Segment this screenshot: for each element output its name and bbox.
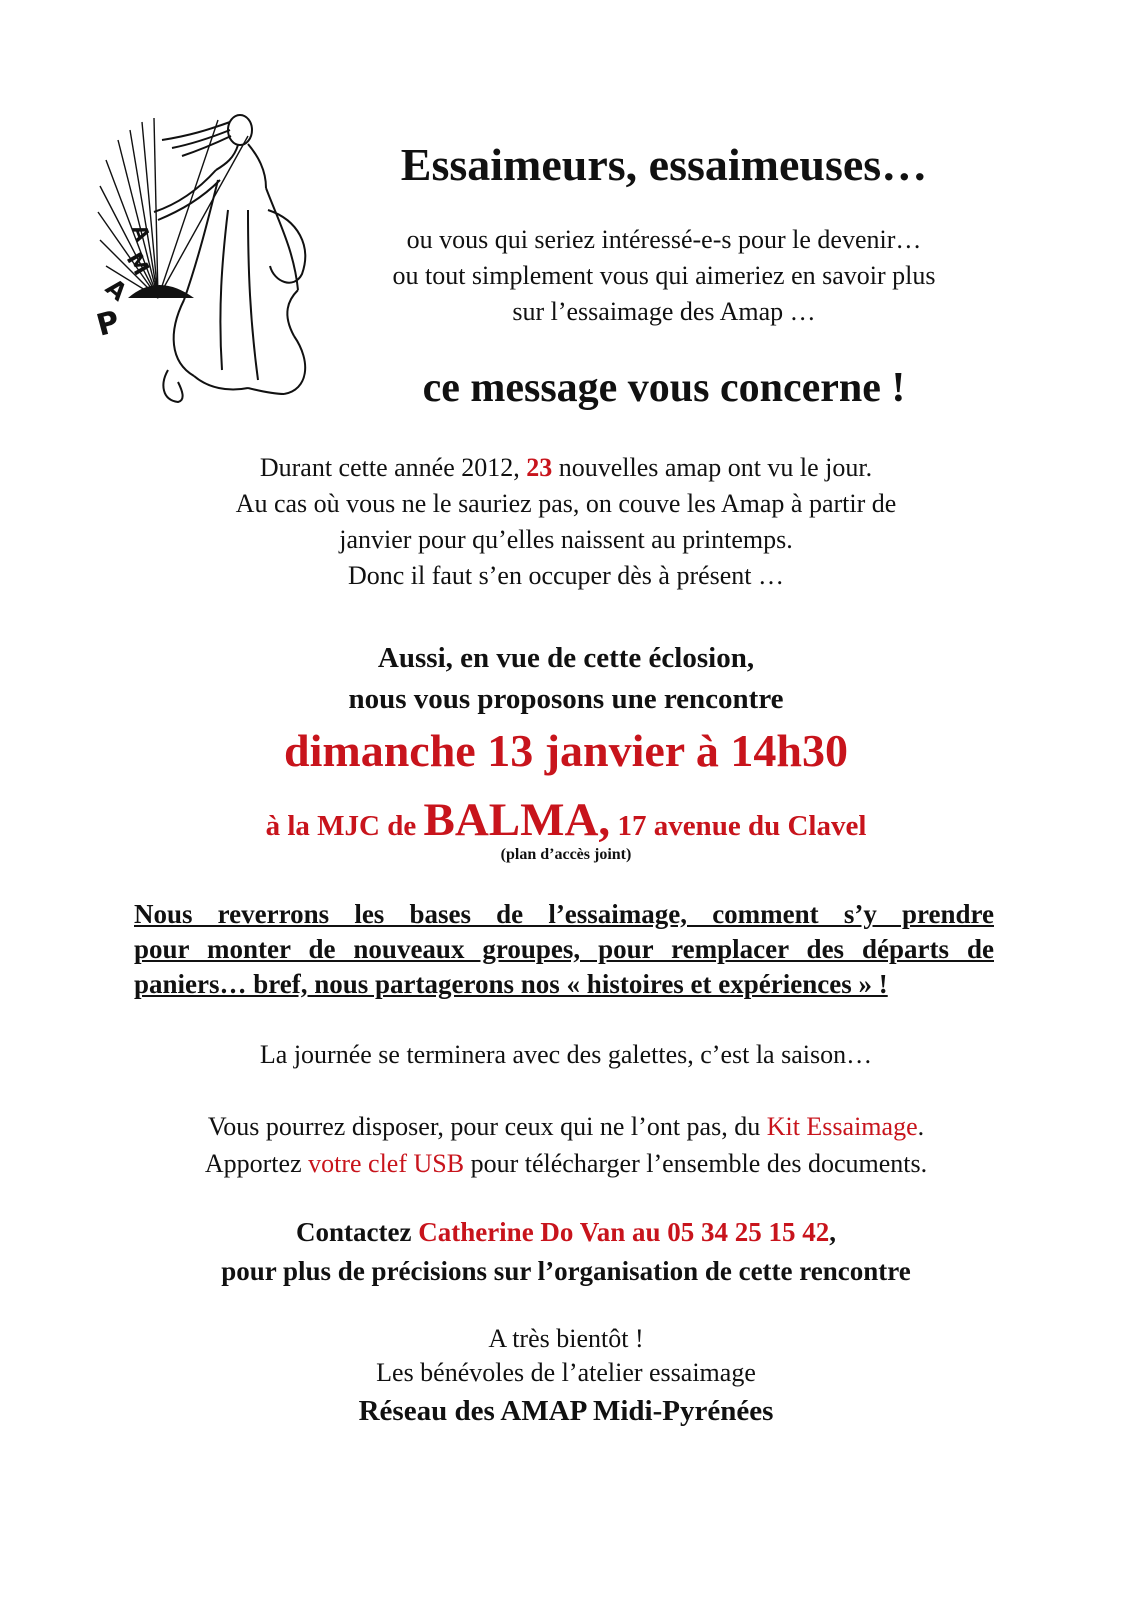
contact-line <box>0 1213 1132 1252</box>
location-address: 17 avenue du Clavel <box>610 810 867 842</box>
context-line: Donc il faut s’en occuper dès à présent … <box>347 561 785 590</box>
kit-text: Vous pourrez disposer, pour ceux qui ne l’ont pas, du <box>207 1112 767 1141</box>
signature-organization: Réseau des AMAP Midi-Pyrénées <box>358 1395 774 1427</box>
kit-text: pour télécharger l’ensemble des documents. <box>464 1149 928 1178</box>
agenda-paragraph <box>134 897 994 1002</box>
sunburst-rays <box>98 118 248 298</box>
contact-text: , <box>829 1217 836 1247</box>
new-amap-count: 23 <box>526 453 553 482</box>
logo-letter-m: M <box>120 248 154 280</box>
agenda-line: pour monter de nouveaux groupes, pour remplacer des départs de <box>134 934 994 964</box>
kit-paragraph <box>0 1108 1132 1182</box>
intro-text <box>340 222 988 330</box>
amap-letters <box>93 222 155 344</box>
event-date: dimanche 13 janvier à 14h30 <box>284 725 848 776</box>
galettes-note: La journée se terminera avec des galettes, c’est la saison… <box>259 1040 873 1069</box>
kit-line <box>0 1145 1132 1182</box>
kit-text: . <box>917 1112 925 1141</box>
event-location <box>0 795 1132 851</box>
context-line: Au cas où vous ne le sauriez pas, on couve les Amap à partir de <box>235 489 897 518</box>
context-line: janvier pour qu’elles naissent au printemps. <box>339 525 793 554</box>
kit-essaimage-highlight: Kit Essaimage <box>766 1112 918 1141</box>
invitation-line: nous vous proposons une rencontre <box>348 683 784 715</box>
kit-line <box>0 1108 1132 1145</box>
signature-block <box>0 1322 1132 1428</box>
kit-text: Apportez <box>204 1149 309 1178</box>
amap-logo <box>93 100 338 412</box>
logo-letter-a2: A <box>100 273 133 307</box>
contact-line: pour plus de précisions sur l’organisation de cette rencontre <box>221 1256 911 1286</box>
location-city: BALMA, <box>423 794 611 846</box>
invitation-line: Aussi, en vue de cette éclosion, <box>377 642 755 674</box>
intro-line: ou tout simplement vous qui aimeriez en savoir plus <box>392 261 936 290</box>
context-text: nouvelles amap ont vu le jour. <box>552 453 873 482</box>
access-map-note: (plan d’accès joint) <box>500 846 632 863</box>
sun-half <box>128 285 194 298</box>
concern-heading: ce message vous concerne ! <box>422 365 906 411</box>
signature-team: Les bénévoles de l’atelier essaimage <box>376 1358 756 1387</box>
contact-person-phone: Catherine Do Van au 05 34 25 15 42 <box>418 1217 830 1247</box>
sower-figure <box>154 115 305 402</box>
agenda-line: Nous reverrons les bases de l’essaimage, comment s’y prendre <box>134 899 994 929</box>
contact-paragraph <box>0 1213 1132 1291</box>
contact-text: Contactez <box>296 1217 419 1247</box>
greeting: A très bientôt ! <box>488 1324 644 1353</box>
page-title: Essaimeurs, essaimeuses… <box>400 139 928 190</box>
intro-line: ou vous qui seriez intéressé-e-s pour le devenir… <box>406 225 922 254</box>
invitation-heading <box>0 638 1132 720</box>
context-text: Durant cette année 2012, <box>259 453 527 482</box>
usb-key-highlight: votre clef USB <box>308 1149 465 1178</box>
logo-letter-a1: A <box>127 221 156 245</box>
logo-letter-p: P <box>93 304 124 344</box>
location-prefix: à la MJC de <box>265 810 424 842</box>
intro-line: sur l’essaimage des Amap … <box>512 297 816 326</box>
agenda-line: paniers… bref, nous partagerons nos « histoires et expériences » ! <box>134 969 888 999</box>
context-line <box>0 450 1132 486</box>
context-paragraph <box>0 450 1132 594</box>
